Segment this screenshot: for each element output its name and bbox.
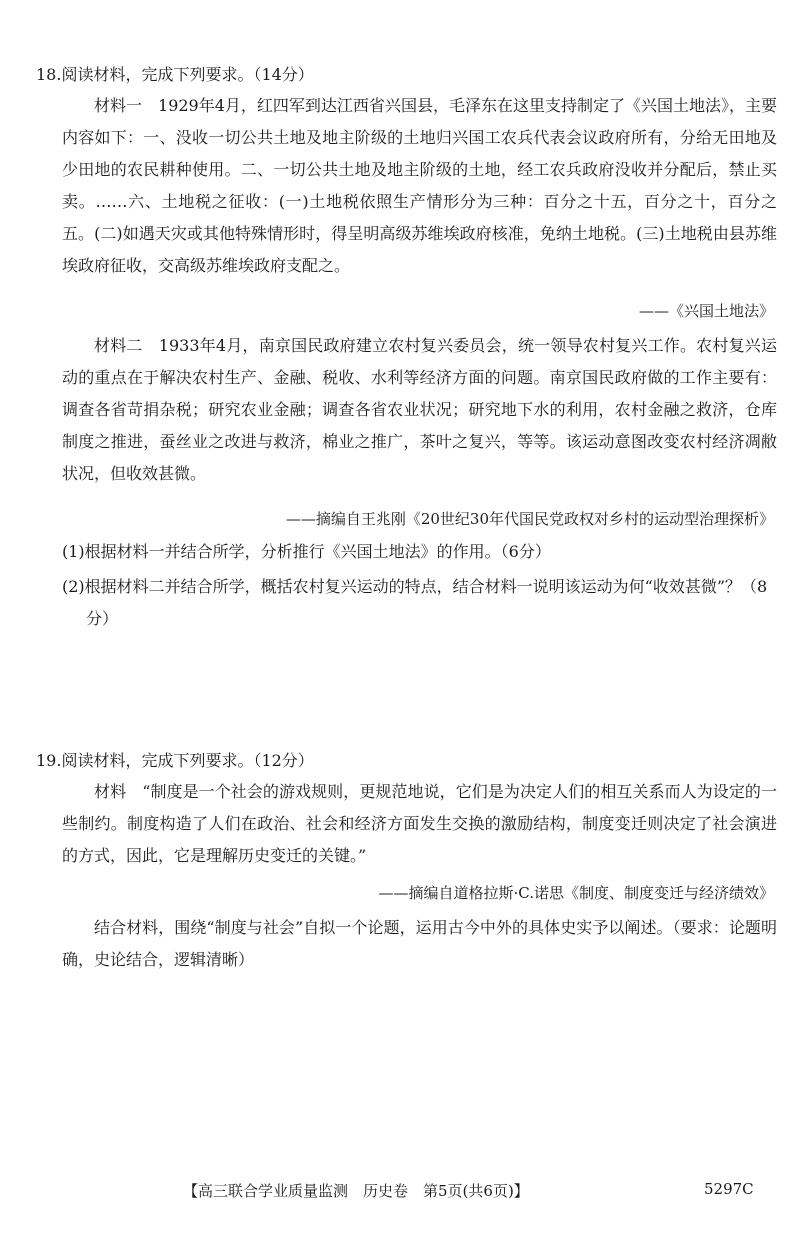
q18-material-2: 材料二 1933年4月，南京国民政府建立农村复兴委员会，统一领导农村复兴工作。农村复兴运动的重点在于解决农村生产、金融、税收、水利等经济方面的问题。南京国民政府做的工作主要有：调查各省苛捐杂税；研究农业金融；调查各省农业状况；研究地下水的利用，农村金融之救济，仓库制度之推进，蚕丝业之改进与救济，棉业之推广，茶叶之复兴，等等。该运动意图改变农村经济凋敝状况，但收效甚微。 (62, 336, 777, 483)
q18-sub-question-2-text: (2)根据材料二并结合所学，概括农村复兴运动的特点，结合材料一说明该运动为何“收效甚微”？（8分） (62, 577, 768, 628)
footer-code: 5297C (704, 1180, 754, 1198)
q18-material-1: 材料一 1929年4月，红四军到达江西省兴国县，毛泽东在这里支持制定了《兴国土地法》，主要内容如下：一、没收一切公共土地及地主阶级的土地归兴国工农兵代表会议政府所有，分给无田地及少田地的农民耕种使用。二、一切公共土地及地主阶级的土地，经工农兵政府没收并分配后，禁止买卖。……六、土地税之征收：(一)土地税依照生产情形分为三种：百分之十五，百分之十，百分之五。(二)如遇天灾或其他特殊情形时，得呈明高级苏维埃政府核准，免纳土地税。(三)土地税由县苏维埃政府征收，交高级苏维埃政府支配之。 (62, 96, 777, 275)
q19-task: 结合材料，围绕“制度与社会”自拟一个论题，运用古今中外的具体史实予以阐述。（要求：论题明确，史论结合，逻辑清晰） (62, 918, 777, 969)
q18-sub-question-1-text: (1)根据材料一并结合所学，分析推行《兴国土地法》的作用。（6分） (62, 542, 551, 561)
question-19-heading: 19.阅读材料，完成下列要求。（12分） (36, 751, 314, 770)
footer-title: 【高三联合学业质量监测 历史卷 第5页(共6页)】 (183, 1182, 529, 1200)
q18-source-2: ——摘编自王兆刚《20世纪30年代国民党政权对乡村的运动型治理探析》 (285, 510, 774, 528)
question-18-heading: 18.阅读材料，完成下列要求。（14分） (36, 65, 314, 84)
q18-source-1: ——《兴国土地法》 (638, 302, 774, 320)
q19-source: ——摘编自道格拉斯·C.诺思《制度、制度变迁与经济绩效》 (378, 884, 774, 902)
q18-sub-question-2 (62, 571, 777, 635)
q18-sub-question-1 (62, 536, 777, 568)
q19-material: 材料 “制度是一个社会的游戏规则，更规范地说，它们是为决定人们的相互关系而人为设定的一些制约。制度构造了人们在政治、社会和经济方面发生交换的激励结构，制度变迁则决定了社会演进的方式，因此，它是理解历史变迁的关键。” (62, 782, 777, 865)
